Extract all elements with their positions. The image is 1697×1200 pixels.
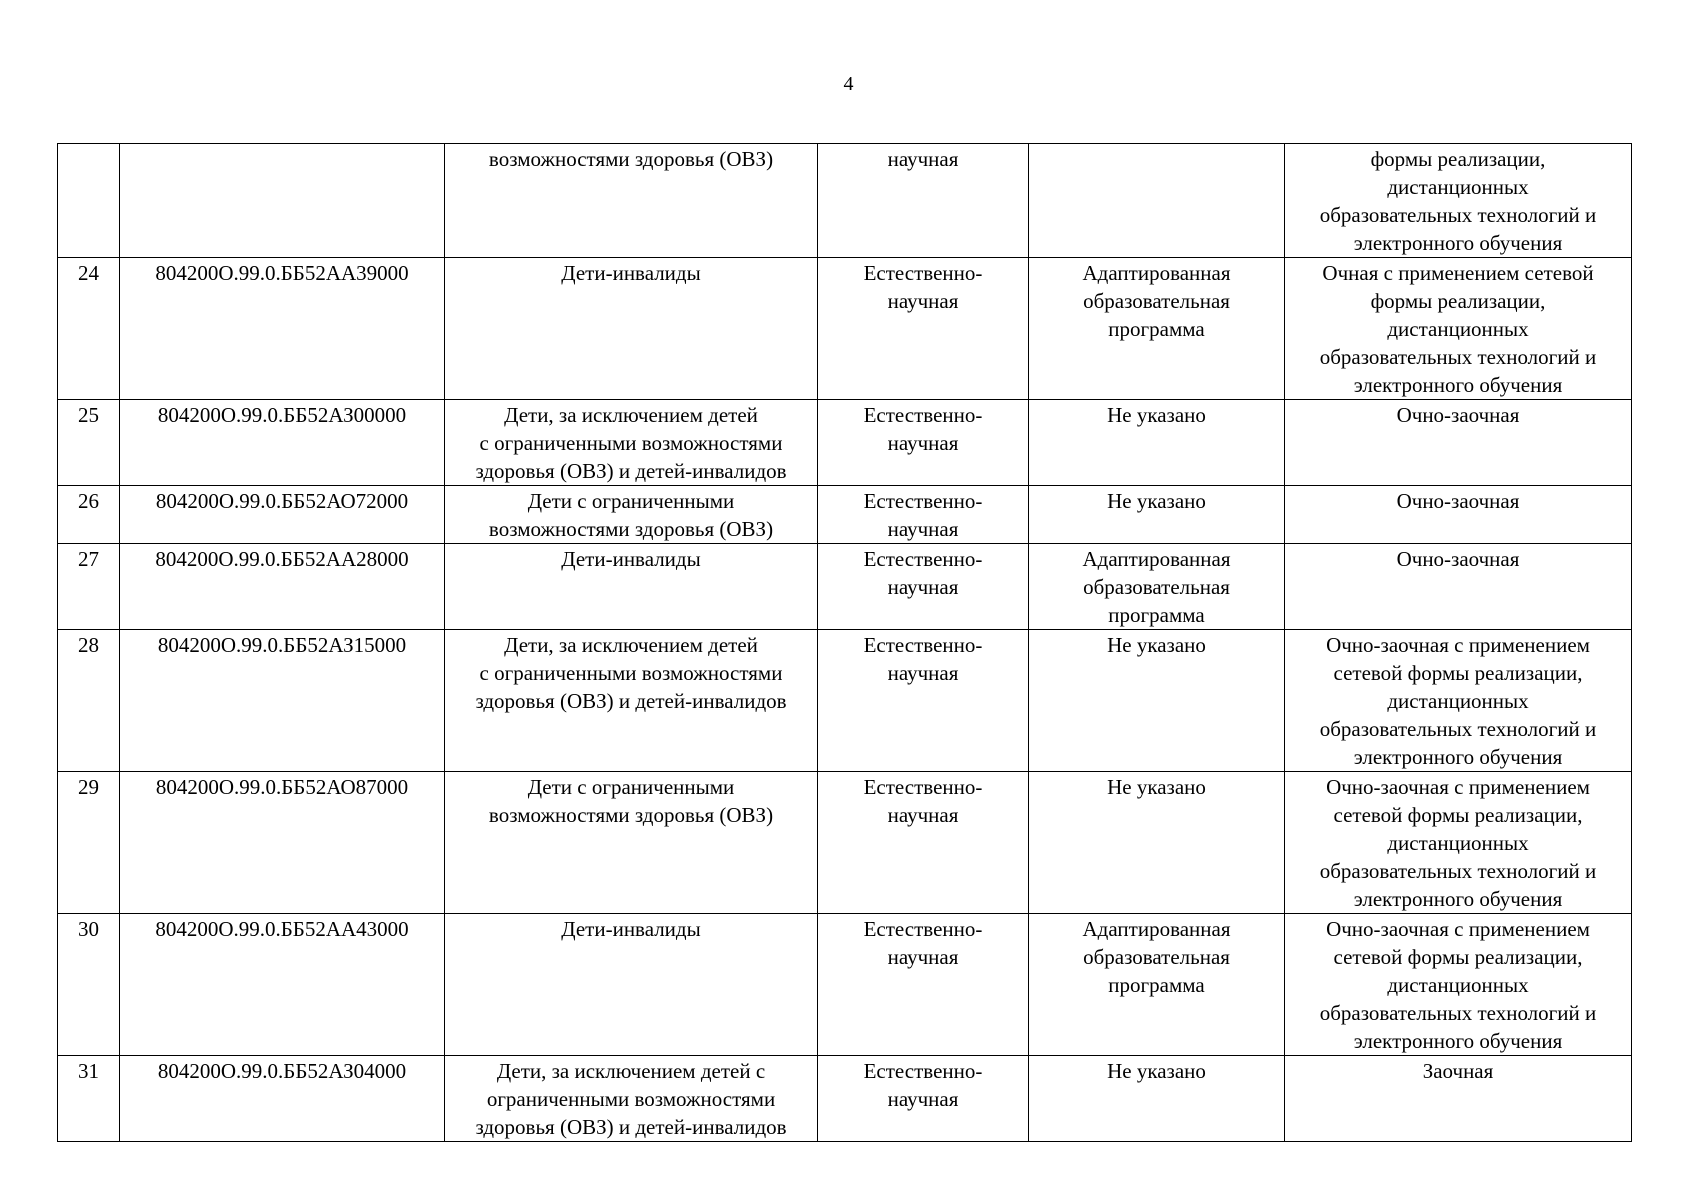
category-cell: Дети, за исключением детей с ограниченными возможностями здоровья (ОВЗ) и детей-инвалидов [445,1056,818,1142]
direction-cell: Естественно- научная [818,1056,1029,1142]
table-row [58,544,1632,630]
registry-code-cell: 804200О.99.0.ББ52АО87000 [120,772,445,914]
study-form-cell: Очно-заочная с применением сетевой формы реализации, дистанционных образовательных технологий и электронного обучения [1285,630,1632,772]
study-form-cell: Очная с применением сетевой формы реализации, дистанционных образовательных технологий и электронного обучения [1285,258,1632,400]
program-type-cell: Не указано [1029,1056,1285,1142]
row-number-cell: 27 [58,544,120,630]
table-row [58,144,1632,258]
row-number-cell: 25 [58,400,120,486]
program-type-cell: Не указано [1029,486,1285,544]
program-type-cell: Не указано [1029,630,1285,772]
category-cell: Дети, за исключением детей с ограниченными возможностями здоровья (ОВЗ) и детей-инвалидов [445,630,818,772]
study-form-cell: Заочная [1285,1056,1632,1142]
registry-code-cell: 804200О.99.0.ББ52АО72000 [120,486,445,544]
row-number-cell: 30 [58,914,120,1056]
registry-code-cell: 804200О.99.0.ББ52АЗ00000 [120,400,445,486]
category-cell: Дети-инвалиды [445,914,818,1056]
table-row [58,1056,1632,1142]
study-form-cell: Очно-заочная [1285,544,1632,630]
program-type-cell: Не указано [1029,772,1285,914]
registry-code-cell: 804200О.99.0.ББ52АЗ15000 [120,630,445,772]
registry-code-cell [120,144,445,258]
table-row [58,400,1632,486]
registry-code-cell: 804200О.99.0.ББ52АА28000 [120,544,445,630]
direction-cell: Естественно- научная [818,486,1029,544]
program-type-cell [1029,144,1285,258]
row-number-cell: 31 [58,1056,120,1142]
table-row [58,258,1632,400]
study-form-cell: Очно-заочная с применением сетевой формы реализации, дистанционных образовательных технологий и электронного обучения [1285,914,1632,1056]
registry-code-cell: 804200О.99.0.ББ52АА43000 [120,914,445,1056]
study-form-cell: формы реализации, дистанционных образовательных технологий и электронного обучения [1285,144,1632,258]
program-type-cell: Адаптированная образовательная программа [1029,914,1285,1056]
row-number-cell: 28 [58,630,120,772]
program-type-cell: Не указано [1029,400,1285,486]
program-type-cell: Адаптированная образовательная программа [1029,258,1285,400]
category-cell: Дети с ограниченными возможностями здоровья (ОВЗ) [445,486,818,544]
direction-cell: Естественно- научная [818,544,1029,630]
direction-cell: Естественно- научная [818,258,1029,400]
row-number-cell: 26 [58,486,120,544]
row-number-cell: 29 [58,772,120,914]
registry-code-cell: 804200О.99.0.ББ52АЗ04000 [120,1056,445,1142]
direction-cell: научная [818,144,1029,258]
study-form-cell: Очно-заочная [1285,486,1632,544]
row-number-cell [58,144,120,258]
category-cell: возможностями здоровья (ОВЗ) [445,144,818,258]
study-form-cell: Очно-заочная с применением сетевой формы реализации, дистанционных образовательных технологий и электронного обучения [1285,772,1632,914]
category-cell: Дети-инвалиды [445,258,818,400]
table-row [58,772,1632,914]
category-cell: Дети с ограниченными возможностями здоровья (ОВЗ) [445,772,818,914]
row-number-cell: 24 [58,258,120,400]
table-row [58,630,1632,772]
study-form-cell: Очно-заочная [1285,400,1632,486]
table-row [58,914,1632,1056]
direction-cell: Естественно- научная [818,772,1029,914]
registry-code-cell: 804200О.99.0.ББ52АА39000 [120,258,445,400]
services-table [57,143,1632,1142]
program-type-cell: Адаптированная образовательная программа [1029,544,1285,630]
direction-cell: Естественно- научная [818,400,1029,486]
category-cell: Дети-инвалиды [445,544,818,630]
category-cell: Дети, за исключением детей с ограниченными возможностями здоровья (ОВЗ) и детей-инвалидов [445,400,818,486]
table-row [58,486,1632,544]
direction-cell: Естественно- научная [818,914,1029,1056]
direction-cell: Естественно- научная [818,630,1029,772]
page-number: 4 [843,73,854,95]
